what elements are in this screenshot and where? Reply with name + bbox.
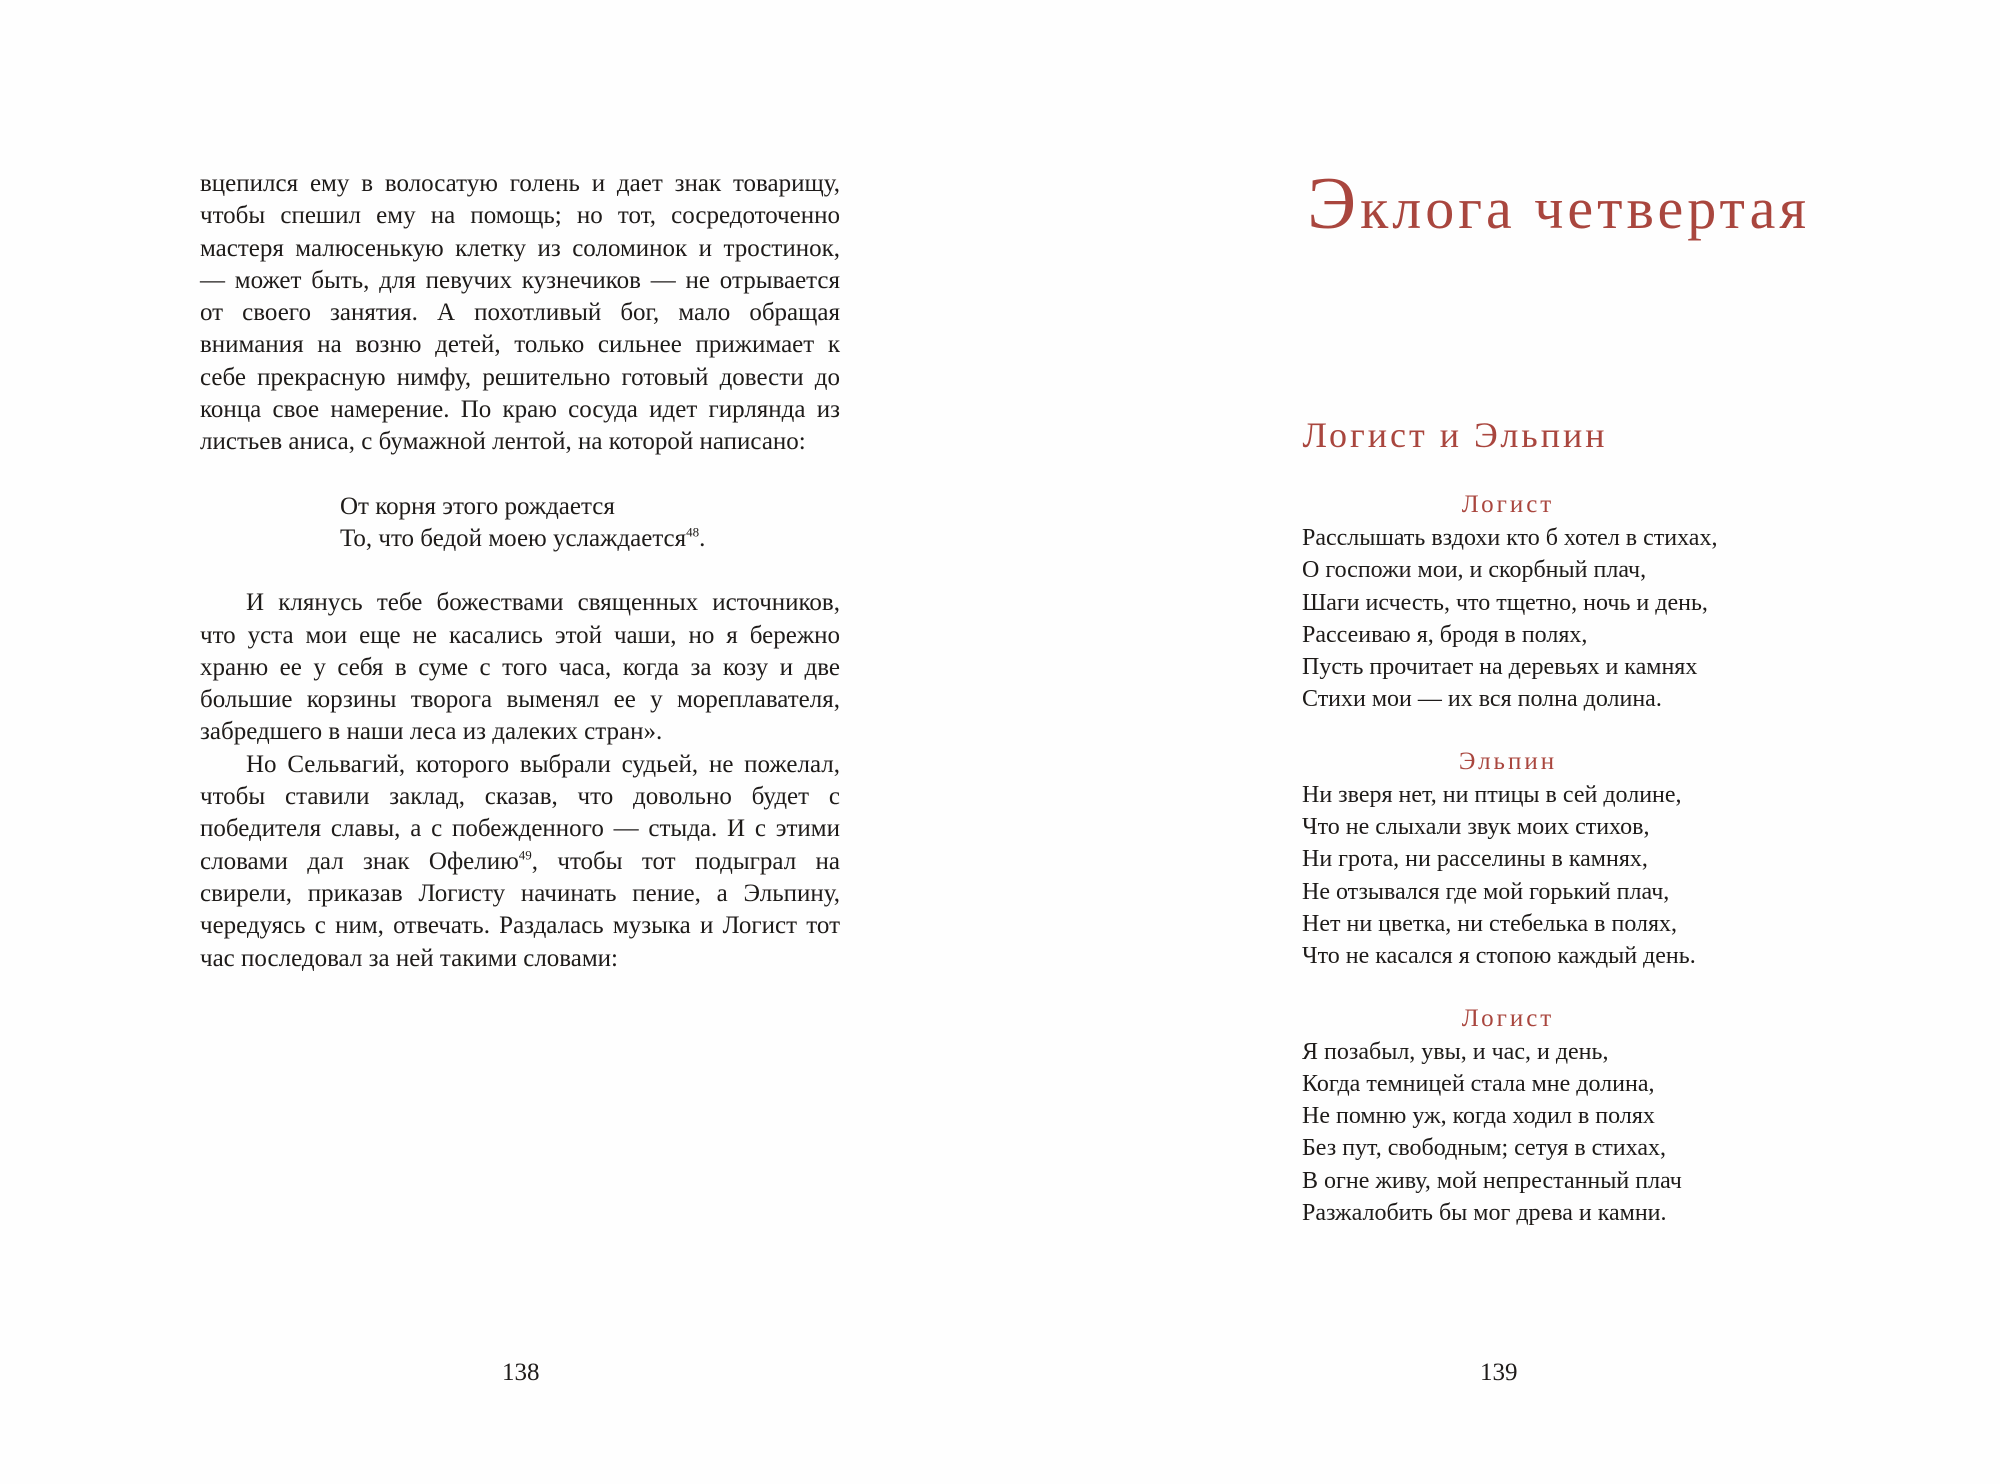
quote-line-1: От корня этого рождается	[340, 492, 615, 520]
poem-line: Пусть прочитает на деревьях и камнях	[1302, 654, 1698, 681]
footnote-48: 48	[686, 524, 700, 540]
poem-line: Не отзывался где мой горький плач,	[1302, 878, 1670, 905]
speaker-name: Логист	[1461, 1004, 1555, 1032]
speaker-name: Логист	[1461, 491, 1555, 518]
poem	[1302, 488, 1822, 1258]
left-body-text	[200, 168, 840, 975]
poem-line: Не помню уж, когда ходил в полях	[1302, 1103, 1655, 1130]
page-number-right: 139	[1480, 1359, 1518, 1386]
stanza-2	[1302, 745, 1822, 973]
speaker-name: Эльпин	[1458, 747, 1558, 775]
quote-line-2	[340, 523, 840, 555]
quote-line-2-end: .	[699, 524, 706, 552]
poem-line: Расслышать вздохи кто б хотел в стихах,	[1302, 525, 1718, 551]
poem-line: Я позабыл, увы, и час, и день,	[1302, 1038, 1609, 1065]
paragraph-1: вцепился ему в волосатую голень и дает знак товарищу, чтобы спешил ему на помощь; но тот, сосредоточенно мастеря малюсенькую клетку из соломинок и тростинок, — может быть, для певучих кузнечиков — не отрывается от своего занятия. А похотливый бог, мало обращая внимания на возню детей, только сильнее прижимает к себе прекрасную нимфу, решительно готовый довести до конца свое намерение. По краю сосуда идет гирлянда из листьев аниса, с бумажной лентой, на которой написано:	[200, 170, 840, 456]
quote-line-2-text: То, что бедой моею услаждается	[340, 524, 687, 552]
poem-line: Когда темницей стала мне долина,	[1302, 1070, 1655, 1097]
poem-line: Без пут, свободным; сетуя в стихах,	[1302, 1135, 1666, 1162]
paragraph-2: И клянусь тебе божествами священных источников, что уста мои еще не касались этой чаши, но я бережно храню ее у себя в суме с того часа, когда за козу и две большие корзины творога выменял ее у мореплавателя, забредшего в наши леса из далеких стран».	[200, 589, 840, 746]
paragraph-3-end: , чтобы тот подыграл на свирели, приказав Логисту начинать пение, а Эльпину, чередуясь с ним, отвечать. Раздалась музыка и Логист тот час последовал за ней такими словами:	[200, 847, 840, 972]
inscription-quote	[340, 491, 840, 556]
chapter-title	[1210, 160, 1810, 253]
poem-line: Ни зверя нет, ни птицы в сей долине,	[1302, 781, 1682, 808]
chapter-title-rest: клога четвертая	[1360, 176, 1810, 241]
stanza-1	[1302, 488, 1822, 716]
poem-line: О госпожи мои, и скорбный плач,	[1302, 557, 1647, 584]
right-page	[1000, 0, 2000, 1484]
stanza-3	[1302, 1002, 1822, 1230]
chapter-title-initial: Э	[1307, 163, 1361, 245]
poem-line: Разжалобить бы мог древа и камни.	[1302, 1200, 1667, 1227]
poem-line: Что не слыхали звук моих стихов,	[1302, 814, 1650, 841]
footnote-49: 49	[518, 847, 532, 863]
poem-line: Рассеиваю я, бродя в полях,	[1302, 621, 1588, 648]
poem-line: Ни грота, ни расселины в камнях,	[1302, 846, 1648, 873]
poem-line: В огне живу, мой непрестанный плач	[1302, 1167, 1682, 1194]
poem-line: Нет ни цветка, ни стебелька в полях,	[1302, 910, 1678, 937]
poem-line: Шаги исчесть, что тщетно, ночь и день,	[1302, 589, 1708, 616]
poem-line: Стихи мои — их вся полна долина.	[1302, 686, 1662, 713]
paragraph-3-start: Но Сельвагий, которого выбрали судьей, не пожелал, чтобы ставили заклад, сказав, что довольно будет с победителя славы, а с побежденного — стыда. И с этими словами дал знак Офелию	[200, 750, 840, 875]
section-title: Логист и Эльпин	[1302, 415, 1608, 455]
poem-line: Что не касался я стопою каждый день.	[1302, 943, 1696, 970]
paragraph-3	[200, 749, 840, 975]
page-number-left: 138	[502, 1359, 540, 1386]
